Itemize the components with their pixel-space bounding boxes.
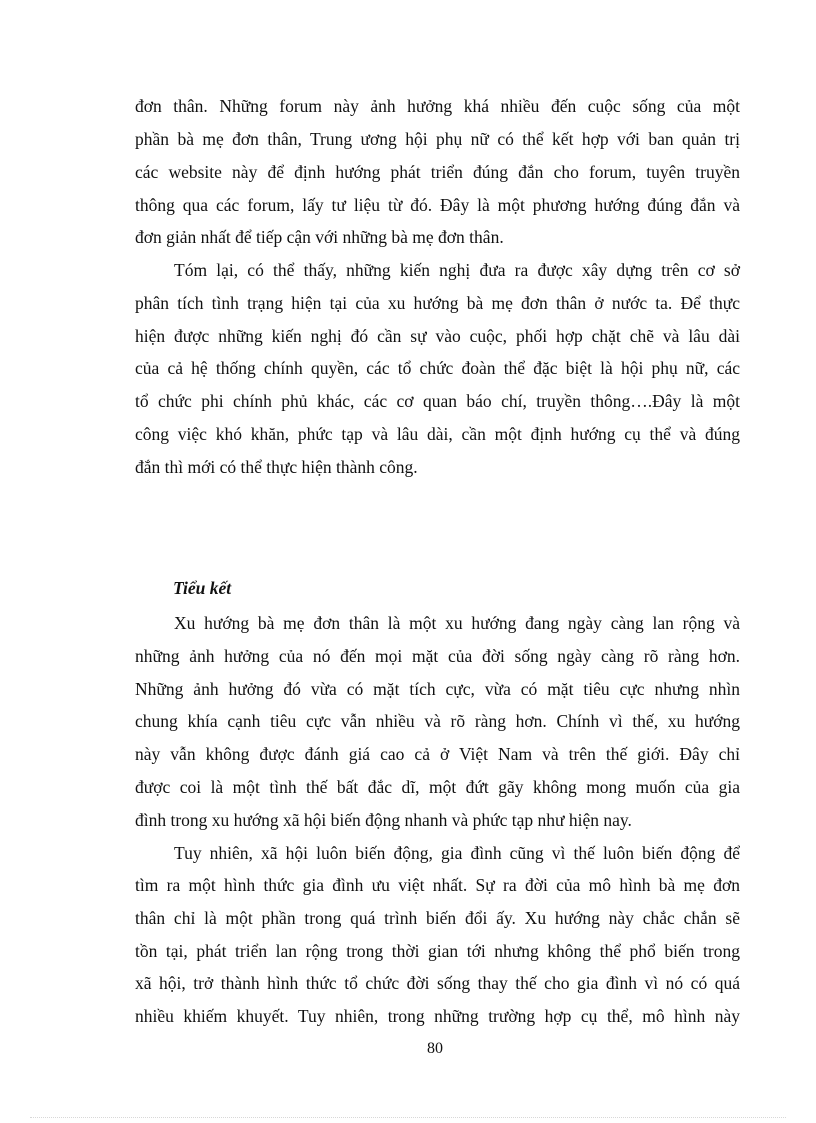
paragraph-1-line-3: các website này để định hướng phát triển đúng đắn cho forum, tuyên truyền	[135, 162, 740, 182]
section-heading: Tiểu kết	[173, 578, 232, 598]
paragraph-2-line-1: Tóm lại, có thể thấy, những kiến nghị đưa ra được xây dựng trên cơ sở	[174, 260, 740, 280]
page-number: 80	[427, 1040, 443, 1057]
paragraph-3-line-7: đình trong xu hướng xã hội biến động nhanh và phức tạp như hiện nay.	[135, 810, 632, 830]
paragraph-4-line-6: nhiều khiếm khuyết. Tuy nhiên, trong những trường hợp cụ thể, mô hình này	[135, 1006, 740, 1026]
paragraph-3-line-6: được coi là một tình thế bất đắc dĩ, một đứt gãy không mong muốn của gia	[135, 777, 740, 797]
paragraph-3-line-3: Những ảnh hưởng đó vừa có mặt tích cực, vừa có mặt tiêu cực nhưng nhìn	[135, 679, 740, 699]
paragraph-1-line-2: phần bà mẹ đơn thân, Trung ương hội phụ nữ có thể kết hợp với ban quản trị	[135, 129, 740, 149]
paragraph-1-line-1: đơn thân. Những forum này ảnh hưởng khá nhiều đến cuộc sống của một	[135, 96, 740, 116]
paragraph-2-line-2: phân tích tình trạng hiện tại của xu hướng bà mẹ đơn thân ở nước ta. Để thực	[135, 293, 740, 313]
page-bottom-divider	[30, 1117, 786, 1118]
paragraph-2-line-3: hiện được những kiến nghị đó cần sự vào cuộc, phối hợp chặt chẽ và lâu dài	[135, 326, 740, 346]
paragraph-3-line-5: này vẫn không được đánh giá cao cả ở Việt Nam và trên thế giới. Đây chỉ	[135, 744, 740, 764]
paragraph-3-line-4: chung khía cạnh tiêu cực vẫn nhiều và rõ ràng hơn. Chính vì thế, xu hướng	[135, 711, 740, 731]
paragraph-2-line-6: công việc khó khăn, phức tạp và lâu dài, cần một định hướng cụ thể và đúng	[135, 424, 740, 444]
paragraph-1-line-5: đơn giản nhất để tiếp cận với những bà mẹ đơn thân.	[135, 227, 504, 247]
paragraph-2-line-7: đắn thì mới có thể thực hiện thành công.	[135, 457, 418, 477]
paragraph-1-line-4: thông qua các forum, lấy tư liệu từ đó. Đây là một phương hướng đúng đắn và	[135, 195, 740, 215]
paragraph-4-line-2: tìm ra một hình thức gia đình ưu việt nhất. Sự ra đời của mô hình bà mẹ đơn	[135, 875, 740, 895]
paragraph-3-line-1: Xu hướng bà mẹ đơn thân là một xu hướng đang ngày càng lan rộng và	[174, 613, 740, 633]
paragraph-2-line-4: của cả hệ thống chính quyền, các tổ chức đoàn thể đặc biệt là hội phụ nữ, các	[135, 358, 740, 378]
paragraph-4-line-3: thân chỉ là một phần trong quá trình biến đổi ấy. Xu hướng này chắc chắn sẽ	[135, 908, 740, 928]
paragraph-4-line-4: tồn tại, phát triển lan rộng trong thời gian tới nhưng không thể phổ biến trong	[135, 941, 740, 961]
paragraph-4-line-1: Tuy nhiên, xã hội luôn biến động, gia đình cũng vì thế luôn biến động để	[174, 843, 740, 863]
paragraph-3-line-2: những ảnh hưởng của nó đến mọi mặt của đời sống ngày càng rõ ràng hơn.	[135, 646, 740, 666]
paragraph-4-line-5: xã hội, trở thành hình thức tổ chức đời sống thay thế cho gia đình vì nó có quá	[135, 973, 740, 993]
paragraph-2-line-5: tổ chức phi chính phủ khác, các cơ quan báo chí, truyền thông….Đây là một	[135, 391, 740, 411]
